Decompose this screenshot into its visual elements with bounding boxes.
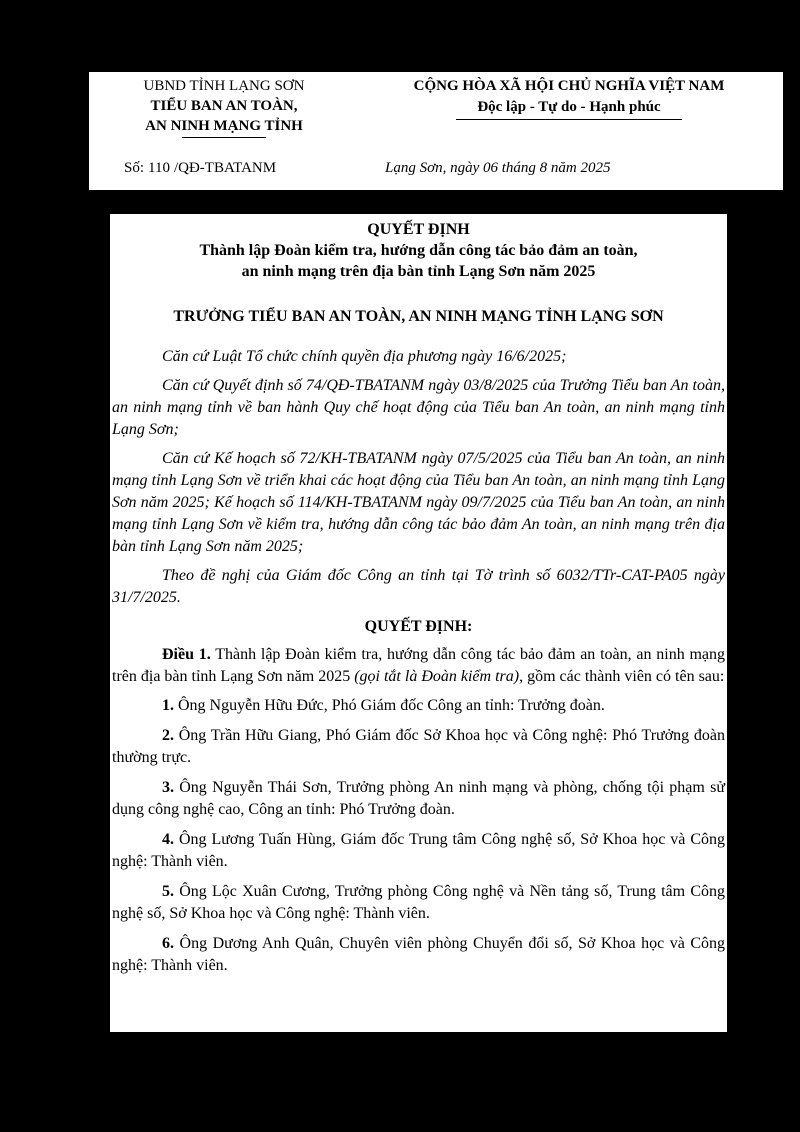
member-item [112,933,725,977]
member-number: 5. [162,883,174,900]
document-subtitle-line2: an ninh mạng trên địa bàn tỉnh Lạng Sơn năm 2025 [241,263,596,280]
member-item [112,695,725,717]
member-text: Ông Lộc Xuân Cương, Trưởng phòng Công nghệ và Nền tảng số, Trung tâm Công nghệ số, Sở Khoa học và Công nghệ: Thành viên. [112,883,725,922]
number-prefix: Số: [124,160,145,176]
org-parent: UBND TỈNH LẠNG SƠN [143,78,305,94]
member-number: 4. [162,831,174,848]
member-text: Ông Nguyễn Thái Sơn, Trưởng phòng An ninh mạng và phòng, chống tội phạm sử dụng công nghệ cao, Công an tỉnh: Phó Trưởng đoàn. [112,779,725,818]
member-item [112,777,725,821]
member-number: 1. [162,697,174,714]
member-text: Ông Nguyễn Hữu Đức, Phó Giám đốc Công an tỉnh: Trưởng đoàn. [174,697,605,714]
document-subtitle-line1: Thành lập Đoàn kiểm tra, hướng dẫn công tác bảo đảm an toàn, [199,242,638,259]
org-line1: TIỂU BAN AN TOÀN, [150,98,298,114]
member-number: 2. [162,727,174,744]
document-date: Lạng Sơn, ngày 06 tháng 8 năm 2025 [385,160,611,176]
issuing-authority: TRƯỞNG TIỂU BAN AN TOÀN, AN NINH MẠNG TỈNH LẠNG SƠN [173,308,664,325]
member-number: 6. [162,935,174,952]
article-1-text: Thành lập Đoàn kiểm tra, hướng dẫn công tác bảo đảm an toàn, an ninh mạng trên địa bàn tỉnh Lạng Sơn năm 2025 [112,646,726,685]
legal-basis-4: Theo đề nghị của Giám đốc Công an tỉnh tại Tờ trình số 6032/TTr-CAT-PA05 ngày 31/7/2025. [112,567,725,606]
number-value: 110 [148,160,170,176]
member-item [112,829,725,873]
member-item [112,725,725,769]
decision-heading: QUYẾT ĐỊNH: [364,618,473,635]
org-line2: AN NINH MẠNG TỈNH [145,118,303,134]
article-1-note: (gọi tắt là Đoàn kiểm tra) [354,668,520,685]
legal-basis-2: Căn cứ Quyết định số 74/QĐ-TBATANM ngày 03/8/2025 của Trưởng Tiểu ban An toàn, an ninh mạng tỉnh về ban hành Quy chế hoạt động của Tiểu ban An toàn, an ninh mạng tỉnh Lạng Sơn; [112,377,725,438]
article-1-label: Điều 1. [162,646,211,663]
issuing-organization [109,76,339,138]
legal-basis-3: Căn cứ Kế hoạch số 72/KH-TBATANM ngày 07/5/2025 của Tiểu ban An toàn, an ninh mạng tỉnh Lạng Sơn về triển khai các hoạt động của Tiểu ban An toàn, an ninh mạng tỉnh Lạng Sơn năm 2025; Kế hoạch số 114/KH-TBATANM ngày 09/7/2025 của Tiểu ban An toàn, an ninh mạng tỉnh Lạng Sơn về kiểm tra, hướng dẫn công tác bảo đảm An toàn, an ninh mạng trên địa bàn tỉnh Lạng Sơn năm 2025; [112,450,725,555]
member-text: Ông Lương Tuấn Hùng, Giám đốc Trung tâm Công nghệ số, Sở Khoa học và Công nghệ: Thành viên. [112,831,725,870]
article-1 [112,644,725,688]
national-title [369,76,769,120]
org-underline [182,137,266,138]
member-number: 3. [162,779,174,796]
document-header [89,72,783,190]
document-title: QUYẾT ĐỊNH [367,221,470,238]
legal-basis-1: Căn cứ Luật Tổ chức chính quyền địa phương ngày 16/6/2025; [162,348,567,365]
member-text: Ông Trần Hữu Giang, Phó Giám đốc Sở Khoa học và Công nghệ: Phó Trưởng đoàn thường trực. [112,727,725,766]
member-text: Ông Dương Anh Quân, Chuyên viên phòng Chuyển đổi số, Sở Khoa học và Công nghệ: Thành viên. [112,935,725,974]
document-body [110,214,727,1032]
motto-underline [456,119,682,120]
number-suffix: /QĐ-TBATANM [173,160,277,176]
country-name: CỘNG HÒA XÃ HỘI CHỦ NGHĨA VIỆT NAM [413,78,725,94]
article-1-tail: , gồm các thành viên có tên sau: [519,668,725,685]
member-item [112,881,725,925]
motto: Độc lập - Tự do - Hạnh phúc [477,99,661,115]
document-number [124,160,276,177]
